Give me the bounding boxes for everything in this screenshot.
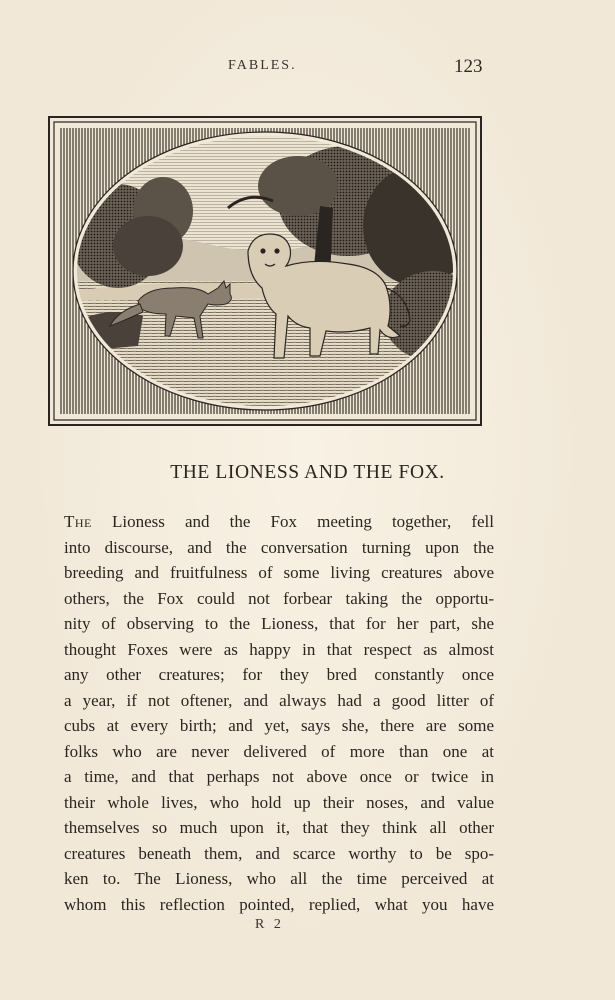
lioness-and-fox-woodcut-icon xyxy=(48,116,482,426)
woodcut-illustration xyxy=(48,116,482,426)
body-line: a time, and that perhaps not above once or twice in xyxy=(64,767,494,786)
fable-title: THE LIONESS AND THE FOX. xyxy=(170,462,445,483)
body-line: others, the Fox could not forbear taking the opportu- xyxy=(64,588,494,608)
body-line: any other creatures; for they bred constantly once xyxy=(64,665,494,684)
running-title: FABLES. xyxy=(228,58,297,73)
body-line: breeding and fruitfulness of some living creatures above xyxy=(64,563,494,582)
page-header xyxy=(0,56,615,80)
body-line-text: Lioness and the Fox meeting together, fell xyxy=(91,512,494,531)
body-line: a year, if not oftener, and always had a good litter of xyxy=(64,690,494,710)
body-line: whom this reflection pointed, replied, what you have xyxy=(64,894,494,914)
body-line xyxy=(64,509,494,535)
body-line: into discourse, and the conversation turning upon the xyxy=(64,537,494,557)
body-line: their whole lives, who hold up their noses, and value xyxy=(64,792,494,812)
body-line: thought Foxes were as happy in that respect as almost xyxy=(64,639,494,659)
body-line: creatures beneath them, and scarce worthy to be spo- xyxy=(64,843,494,863)
page-number: 123 xyxy=(454,56,483,77)
body-line: cubs at every birth; and yet, says she, there are some xyxy=(64,716,494,735)
fable-body xyxy=(64,509,494,917)
body-line: folks who are never delivered of more than one at xyxy=(64,741,494,761)
drop-word: The xyxy=(64,512,92,531)
body-line: ken to. The Lioness, who all the time perceived at xyxy=(64,869,494,888)
body-line: themselves so much upon it, that they think all other xyxy=(64,818,494,837)
signature-mark: R 2 xyxy=(255,917,284,932)
body-line: nity of observing to the Lioness, that for her part, she xyxy=(64,614,494,633)
